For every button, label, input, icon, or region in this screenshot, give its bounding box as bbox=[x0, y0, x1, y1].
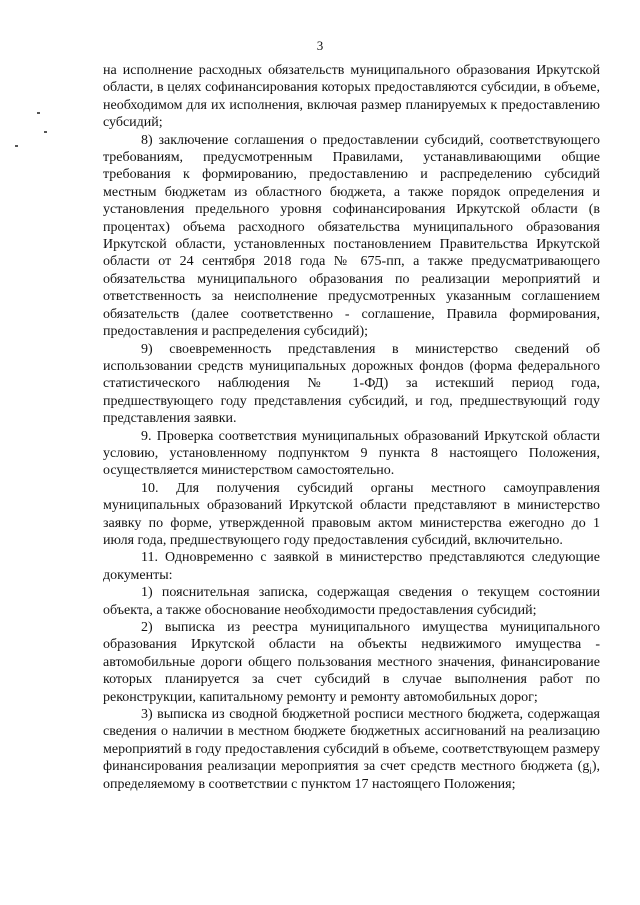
paragraph-document-1: 1) пояснительная записка, содержащая сведения о текущем состоянии объекта, а также обоснование необходимости предоставления субсидий; bbox=[103, 585, 600, 618]
paragraph-clause-10: 10. Для получения субсидий органы местного самоуправления муниципальных образований Иркутской области представляют в министерство заявку по форме, утвержденной правовым актом министерства ежегодно до 1 июля года, предшествующего году предоставления субсидий, включительно. bbox=[103, 480, 600, 548]
paragraph-document-2: 2) выписка из реестра муниципального имущества муниципального образования Иркутской области на объекты недвижимого имущества - автомобильные дороги общего пользования местного значения, финансирование которых планируется за счет субсидий в случае выполнения работ по реконструкции, капитальному ремонту и ремонту автомобильных дорог; bbox=[103, 620, 600, 705]
subscript-index: i bbox=[589, 766, 592, 777]
paragraph-document-3 bbox=[103, 706, 600, 793]
paragraph-item-8: 8) заключение соглашения о предоставлении субсидий, соответствующего требованиям, предусмотренным Правилами, устанавливающими общие требования к формированию, предоставлению и распределению субсидий местным бюджетам из областного бюджета, а также порядок определения и установления предельного уровня софинансирования Иркутской области (в процентах) объема расходного обязательства муниципального образования Иркутской области, установленных постановлением Правительства Иркутской области от 24 сентября 2018 года № 675-пп, а также предусматривающего обязательства муниципального образования по реализации мероприятий и ответственность за неисполнение предусмотренных указанным соглашением обязательств (далее соответственно - соглашение, Правила формирования, предоставления и распределения субсидий); bbox=[103, 132, 600, 340]
scan-speck bbox=[37, 112, 40, 114]
document-body bbox=[103, 62, 600, 793]
paragraph-continuation: на исполнение расходных обязательств муниципального образования Иркутской области, в целях софинансирования которых предоставляются субсидии, в объеме, необходимом для их исполнения, включая размер планируемых к предоставлению субсидий; bbox=[103, 63, 600, 131]
paragraph-text: 3) выписка из сводной бюджетной росписи местного бюджета, содержащая сведения о наличии в местном бюджете бюджетных ассигнований на реализацию мероприятий в году предоставления субсидий в объеме, соответствующем размеру финансирования реализации мероприятия за счет средств местного бюджета (g bbox=[103, 707, 600, 775]
page-number: 3 bbox=[316, 38, 324, 53]
paragraph-text: ), определяемому в соответствии с пунктом 17 настоящего Положения; bbox=[103, 759, 600, 792]
paragraph-clause-9: 9. Проверка соответствия муниципальных образований Иркутской области условию, установленному подпунктом 9 пункта 8 настоящего Положения, осуществляется министерством самостоятельно. bbox=[103, 428, 600, 479]
scan-speck bbox=[15, 145, 18, 147]
scan-speck bbox=[44, 131, 47, 133]
paragraph-item-9: 9) своевременность представления в министерство сведений об использовании средств муниципальных дорожных фондов (форма федерального статистического наблюдения № 1-ФД) за истекший период года, предшествующего году представления субсидий, и год, предшествующий году представления заявки. bbox=[103, 341, 600, 427]
paragraph-clause-11: 11. Одновременно с заявкой в министерство представляются следующие документы: bbox=[103, 550, 600, 583]
